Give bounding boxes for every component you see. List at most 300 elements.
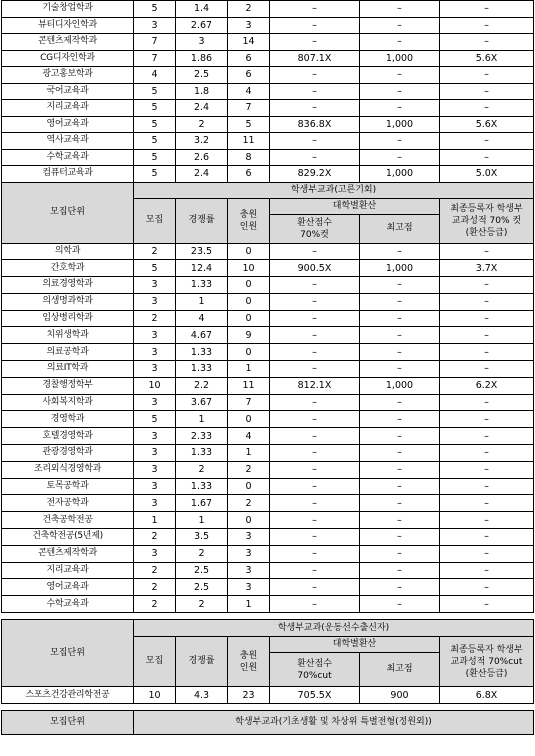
table-row [2, 149, 534, 166]
max-score-cell: – [360, 445, 440, 462]
fill-cell: 6 [228, 67, 270, 84]
ratio-cell: 1.33 [176, 361, 228, 378]
ratio-cell: 3.5 [176, 529, 228, 546]
unit-cell: 간호학과 [2, 260, 134, 277]
conv-score-cell: – [270, 361, 360, 378]
table-row [2, 461, 534, 478]
quota-cell: 3 [134, 344, 176, 361]
conv-score-cell: – [270, 1, 360, 18]
max-score-cell: – [360, 411, 440, 428]
ratio-cell: 3 [176, 34, 228, 51]
final-grade-cell: – [440, 1, 534, 18]
table-row [2, 34, 534, 51]
table-row [2, 529, 534, 546]
final-grade-cell: – [440, 411, 534, 428]
ratio-cell: 2.5 [176, 562, 228, 579]
unit-cell: 역사교육과 [2, 133, 134, 150]
unit-cell: CG디자인학과 [2, 50, 134, 67]
unit-cell: 국어교육과 [2, 83, 134, 100]
section-title: 학생부교과(기초생활 및 차상위 특별전형(정원외)) [134, 711, 534, 735]
quota-cell: 3 [134, 394, 176, 411]
unit-header: 모집단위 [2, 182, 134, 243]
final-grade-cell: – [440, 277, 534, 294]
final-grade-cell: – [440, 445, 534, 462]
table-row [2, 260, 534, 277]
final-grade-cell: – [440, 83, 534, 100]
quota-cell: 3 [134, 445, 176, 462]
max-score-cell: 1,000 [360, 50, 440, 67]
conv-score-cell: – [270, 545, 360, 562]
table-row [2, 310, 534, 327]
final-grade-cell: – [440, 495, 534, 512]
unit-cell: 관광경영학과 [2, 445, 134, 462]
fill-cell: 0 [228, 243, 270, 260]
conv-score-cell: – [270, 310, 360, 327]
quota-cell: 3 [134, 293, 176, 310]
section-title: 학생부교과(고른기회) [134, 182, 534, 198]
final-grade-cell: – [440, 545, 534, 562]
table-row [2, 327, 534, 344]
fill-cell: 3 [228, 579, 270, 596]
ratio-cell: 2 [176, 596, 228, 613]
unit-cell: 지리교육과 [2, 562, 134, 579]
final-grade-cell: – [440, 428, 534, 445]
conv-score-cell: – [270, 445, 360, 462]
ratio-cell: 1.33 [176, 445, 228, 462]
ratio-cell: 2.4 [176, 100, 228, 117]
unit-cell: 수학교육과 [2, 596, 134, 613]
unit-cell: 광고홍보학과 [2, 67, 134, 84]
section-goreun-rows [2, 243, 534, 613]
table-row [2, 83, 534, 100]
fill-cell: 8 [228, 149, 270, 166]
col-max: 최고점 [360, 214, 440, 243]
quota-cell: 4 [134, 67, 176, 84]
max-score-cell: – [360, 529, 440, 546]
conv-score-cell: 836.8X [270, 116, 360, 133]
ratio-cell: 1.4 [176, 1, 228, 18]
col-quota: 모집 [134, 637, 176, 687]
col-conv: 대학별환산 [270, 637, 440, 653]
conv-score-cell: 829.2X [270, 166, 360, 183]
quota-cell: 5 [134, 83, 176, 100]
quota-cell: 3 [134, 428, 176, 445]
conv-score-cell: – [270, 67, 360, 84]
fill-cell: 3 [228, 545, 270, 562]
fill-cell: 5 [228, 116, 270, 133]
table-row [2, 687, 534, 704]
unit-cell: 콘텐츠제작학과 [2, 545, 134, 562]
conv-score-cell: – [270, 277, 360, 294]
unit-cell: 의학과 [2, 243, 134, 260]
table-row [2, 512, 534, 529]
final-grade-cell: – [440, 478, 534, 495]
conv-score-cell: – [270, 428, 360, 445]
max-score-cell: 900 [360, 687, 440, 704]
unit-cell: 전자공학과 [2, 495, 134, 512]
ratio-cell: 1.8 [176, 83, 228, 100]
unit-cell: 기술창업학과 [2, 1, 134, 18]
conv-score-cell: – [270, 344, 360, 361]
fill-cell: 0 [228, 411, 270, 428]
table-row [2, 361, 534, 378]
table-row [2, 545, 534, 562]
table-row [2, 394, 534, 411]
admission-results-page [1, 0, 533, 735]
unit-cell: 호텔경영학과 [2, 428, 134, 445]
quota-cell: 1 [134, 512, 176, 529]
unit-cell: 치위생학과 [2, 327, 134, 344]
conv-score-cell: – [270, 478, 360, 495]
conv-score-cell: 812.1X [270, 377, 360, 394]
fill-cell: 11 [228, 133, 270, 150]
quota-cell: 10 [134, 377, 176, 394]
section-athlete-header [2, 620, 534, 687]
ratio-cell: 4 [176, 310, 228, 327]
final-grade-cell: – [440, 133, 534, 150]
final-grade-cell: 5.6X [440, 50, 534, 67]
quota-cell: 3 [134, 277, 176, 294]
ratio-cell: 2 [176, 461, 228, 478]
unit-cell: 영어교육과 [2, 579, 134, 596]
quota-cell: 5 [134, 133, 176, 150]
section-athlete-rows [2, 687, 534, 704]
max-score-cell: – [360, 579, 440, 596]
col-max: 최고점 [360, 653, 440, 687]
final-grade-cell: 6.2X [440, 377, 534, 394]
quota-cell: 5 [134, 100, 176, 117]
ratio-cell: 1 [176, 293, 228, 310]
ratio-cell: 1.67 [176, 495, 228, 512]
final-grade-cell: 6.8X [440, 687, 534, 704]
ratio-cell: 3.67 [176, 394, 228, 411]
fill-cell: 2 [228, 461, 270, 478]
table-row [2, 17, 534, 34]
fill-cell: 2 [228, 495, 270, 512]
fill-cell: 1 [228, 445, 270, 462]
fill-cell: 7 [228, 394, 270, 411]
final-grade-cell: – [440, 512, 534, 529]
col-ratio: 경쟁률 [176, 198, 228, 243]
quota-cell: 10 [134, 687, 176, 704]
table-row [2, 344, 534, 361]
final-grade-cell: – [440, 149, 534, 166]
quota-cell: 3 [134, 495, 176, 512]
max-score-cell: – [360, 1, 440, 18]
unit-cell: 건축공학전공 [2, 512, 134, 529]
quota-cell: 2 [134, 529, 176, 546]
col-conv-score: 환산점수 70%cut [270, 653, 360, 687]
table-row [2, 243, 534, 260]
max-score-cell: – [360, 344, 440, 361]
conv-score-cell: – [270, 596, 360, 613]
quota-cell: 3 [134, 327, 176, 344]
final-grade-cell: 5.0X [440, 166, 534, 183]
quota-cell: 2 [134, 310, 176, 327]
conv-score-cell: – [270, 83, 360, 100]
quota-cell: 3 [134, 545, 176, 562]
final-grade-cell: 5.6X [440, 116, 534, 133]
max-score-cell: – [360, 428, 440, 445]
table-row [2, 562, 534, 579]
unit-cell: 경찰행정학부 [2, 377, 134, 394]
conv-score-cell: – [270, 529, 360, 546]
unit-cell: 의료IT학과 [2, 361, 134, 378]
max-score-cell: – [360, 83, 440, 100]
conv-score-cell: – [270, 495, 360, 512]
fill-cell: 2 [228, 1, 270, 18]
col-final: 최종등록자 학생부 교과성적 70%cut (환산등급) [440, 637, 534, 687]
max-score-cell: 1,000 [360, 377, 440, 394]
ratio-cell: 2.5 [176, 67, 228, 84]
final-grade-cell: – [440, 310, 534, 327]
final-grade-cell: – [440, 344, 534, 361]
quota-cell: 5 [134, 149, 176, 166]
fill-cell: 0 [228, 293, 270, 310]
section-gap [2, 613, 534, 620]
table-row [2, 445, 534, 462]
ratio-cell: 3.2 [176, 133, 228, 150]
quota-cell: 7 [134, 50, 176, 67]
max-score-cell: – [360, 277, 440, 294]
final-grade-cell: – [440, 361, 534, 378]
final-grade-cell: – [440, 596, 534, 613]
ratio-cell: 1 [176, 411, 228, 428]
unit-header: 모집단위 [2, 711, 134, 735]
quota-cell: 5 [134, 260, 176, 277]
ratio-cell: 4.3 [176, 687, 228, 704]
quota-cell: 3 [134, 461, 176, 478]
fill-cell: 1 [228, 596, 270, 613]
table-row [2, 596, 534, 613]
conv-score-cell: – [270, 100, 360, 117]
table-row [2, 579, 534, 596]
max-score-cell: – [360, 596, 440, 613]
fill-cell: 0 [228, 512, 270, 529]
ratio-cell: 2.2 [176, 377, 228, 394]
fill-cell: 0 [228, 344, 270, 361]
conv-score-cell: – [270, 293, 360, 310]
final-grade-cell: – [440, 34, 534, 51]
quota-cell: 2 [134, 579, 176, 596]
fill-cell: 0 [228, 310, 270, 327]
table-row [2, 377, 534, 394]
ratio-cell: 4.67 [176, 327, 228, 344]
ratio-cell: 2 [176, 116, 228, 133]
fill-cell: 6 [228, 166, 270, 183]
table-row [2, 133, 534, 150]
max-score-cell: – [360, 512, 440, 529]
section-basic-header [2, 711, 534, 735]
conv-score-cell: – [270, 411, 360, 428]
max-score-cell: – [360, 17, 440, 34]
ratio-cell: 2.33 [176, 428, 228, 445]
quota-cell: 2 [134, 596, 176, 613]
section-gap [2, 704, 534, 711]
max-score-cell: – [360, 361, 440, 378]
max-score-cell: – [360, 133, 440, 150]
conv-score-cell: – [270, 17, 360, 34]
unit-cell: 뷰티디자인학과 [2, 17, 134, 34]
fill-cell: 3 [228, 562, 270, 579]
ratio-cell: 1.33 [176, 344, 228, 361]
max-score-cell: – [360, 243, 440, 260]
unit-cell: 컴퓨터교육과 [2, 166, 134, 183]
unit-header: 모집단위 [2, 620, 134, 687]
table-row [2, 100, 534, 117]
max-score-cell: – [360, 478, 440, 495]
max-score-cell: – [360, 327, 440, 344]
table-row [2, 277, 534, 294]
fill-cell: 14 [228, 34, 270, 51]
table-row [2, 428, 534, 445]
unit-cell: 수학교육과 [2, 149, 134, 166]
fill-cell: 1 [228, 361, 270, 378]
ratio-cell: 2.6 [176, 149, 228, 166]
quota-cell: 3 [134, 361, 176, 378]
final-grade-cell: – [440, 529, 534, 546]
ratio-cell: 1 [176, 512, 228, 529]
ratio-cell: 12.4 [176, 260, 228, 277]
table-row [2, 478, 534, 495]
unit-cell: 임상병리학과 [2, 310, 134, 327]
max-score-cell: 1,000 [360, 260, 440, 277]
ratio-cell: 1.33 [176, 478, 228, 495]
final-grade-cell: – [440, 100, 534, 117]
final-grade-cell: – [440, 461, 534, 478]
fill-cell: 4 [228, 428, 270, 445]
results-table [1, 0, 534, 735]
conv-score-cell: – [270, 512, 360, 529]
final-grade-cell: – [440, 562, 534, 579]
final-grade-cell: – [440, 17, 534, 34]
quota-cell: 3 [134, 478, 176, 495]
table-row [2, 67, 534, 84]
conv-score-cell: – [270, 34, 360, 51]
max-score-cell: 1,000 [360, 116, 440, 133]
table-row [2, 116, 534, 133]
quota-cell: 2 [134, 562, 176, 579]
fill-cell: 3 [228, 17, 270, 34]
max-score-cell: – [360, 293, 440, 310]
max-score-cell: – [360, 394, 440, 411]
unit-cell: 의생명과학과 [2, 293, 134, 310]
conv-score-cell: – [270, 243, 360, 260]
fill-cell: 23 [228, 687, 270, 704]
quota-cell: 2 [134, 243, 176, 260]
final-grade-cell: – [440, 293, 534, 310]
quota-cell: 7 [134, 34, 176, 51]
table-row [2, 495, 534, 512]
section-goreun-header [2, 182, 534, 243]
max-score-cell: – [360, 310, 440, 327]
max-score-cell: – [360, 562, 440, 579]
fill-cell: 0 [228, 478, 270, 495]
col-conv-score: 환산점수 70%컷 [270, 214, 360, 243]
fill-cell: 10 [228, 260, 270, 277]
max-score-cell: – [360, 34, 440, 51]
fill-cell: 9 [228, 327, 270, 344]
final-grade-cell: – [440, 327, 534, 344]
ratio-cell: 1.86 [176, 50, 228, 67]
conv-score-cell: – [270, 149, 360, 166]
unit-cell: 의료공학과 [2, 344, 134, 361]
unit-cell: 조리외식경영학과 [2, 461, 134, 478]
max-score-cell: – [360, 100, 440, 117]
max-score-cell: 1,000 [360, 166, 440, 183]
quota-cell: 5 [134, 116, 176, 133]
conv-score-cell: 900.5X [270, 260, 360, 277]
unit-cell: 영어교육과 [2, 116, 134, 133]
quota-cell: 5 [134, 1, 176, 18]
quota-cell: 5 [134, 166, 176, 183]
unit-cell: 경영학과 [2, 411, 134, 428]
final-grade-cell: – [440, 394, 534, 411]
fill-cell: 4 [228, 83, 270, 100]
conv-score-cell: – [270, 579, 360, 596]
quota-cell: 3 [134, 17, 176, 34]
max-score-cell: – [360, 495, 440, 512]
unit-cell: 토목공학과 [2, 478, 134, 495]
conv-score-cell: 807.1X [270, 50, 360, 67]
max-score-cell: – [360, 461, 440, 478]
section-title: 학생부교과(운동선수출신자) [134, 620, 534, 637]
conv-score-cell: – [270, 562, 360, 579]
max-score-cell: – [360, 545, 440, 562]
ratio-cell: 2 [176, 545, 228, 562]
final-grade-cell: – [440, 243, 534, 260]
conv-score-cell: – [270, 133, 360, 150]
unit-cell: 콘텐츠제작학과 [2, 34, 134, 51]
table-row [2, 1, 534, 18]
conv-score-cell: – [270, 394, 360, 411]
col-ratio: 경쟁률 [176, 637, 228, 687]
table-row [2, 50, 534, 67]
unit-cell: 지리교육과 [2, 100, 134, 117]
fill-cell: 11 [228, 377, 270, 394]
final-grade-cell: – [440, 579, 534, 596]
ratio-cell: 1.33 [176, 277, 228, 294]
unit-cell: 사회복지학과 [2, 394, 134, 411]
table-row [2, 293, 534, 310]
col-final: 최종등록자 학생부 교과성적 70% 컷 (환산등급) [440, 198, 534, 243]
fill-cell: 3 [228, 529, 270, 546]
fill-cell: 7 [228, 100, 270, 117]
final-grade-cell: 3.7X [440, 260, 534, 277]
conv-score-cell: – [270, 327, 360, 344]
unit-cell: 의료경영학과 [2, 277, 134, 294]
col-quota: 모집 [134, 198, 176, 243]
table-row [2, 411, 534, 428]
conv-score-cell: – [270, 461, 360, 478]
col-fill: 충원 인원 [228, 637, 270, 687]
col-conv: 대학별환산 [270, 198, 440, 214]
unit-cell: 스포츠건강관리학전공 [2, 687, 134, 704]
final-grade-cell: – [440, 67, 534, 84]
col-fill: 충원 인원 [228, 198, 270, 243]
fill-cell: 6 [228, 50, 270, 67]
quota-cell: 5 [134, 411, 176, 428]
ratio-cell: 23.5 [176, 243, 228, 260]
top-rows [2, 1, 534, 183]
ratio-cell: 2.67 [176, 17, 228, 34]
max-score-cell: – [360, 149, 440, 166]
table-row [2, 166, 534, 183]
ratio-cell: 2.5 [176, 579, 228, 596]
fill-cell: 0 [228, 277, 270, 294]
max-score-cell: – [360, 67, 440, 84]
unit-cell: 건축학전공(5년제) [2, 529, 134, 546]
